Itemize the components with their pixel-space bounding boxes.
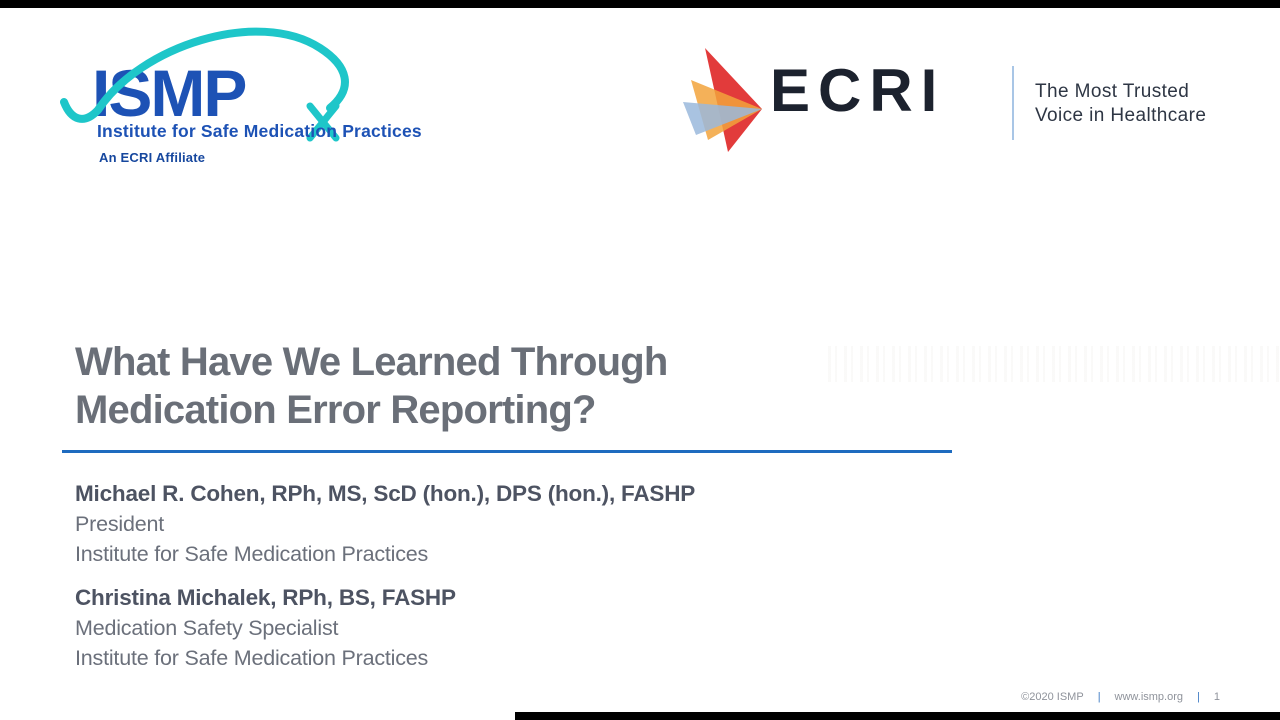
slide-footer: [1021, 691, 1220, 703]
letterbox-bar-top: [0, 0, 1280, 8]
speaker-organization: Institute for Safe Medication Practices: [75, 542, 429, 566]
speaker-name: Christina Michalek, RPh, BS, FASHP: [75, 585, 456, 610]
footer-url: www.ismp.org: [1114, 691, 1184, 703]
ismp-tagline: Institute for Safe Medication Practices: [97, 121, 422, 141]
ecri-divider: [1012, 66, 1014, 140]
ecri-logo: [678, 38, 1223, 158]
title-underline-rule: [62, 450, 952, 453]
ecri-tagline-line2: Voice in Healthcare: [1035, 105, 1207, 126]
ismp-affiliate-label: An ECRI Affiliate: [99, 150, 206, 165]
ecri-tagline: [1035, 80, 1206, 128]
slide-title-line1: What Have We Learned Through: [75, 340, 668, 384]
ismp-logo: [58, 20, 458, 170]
ecri-arrow-icon: [678, 40, 768, 155]
speaker-name: Michael R. Cohen, RPh, MS, ScD (hon.), DPS (hon.), FASHP: [75, 481, 696, 506]
slide-title: [75, 338, 975, 434]
ecri-wordmark-text: ECRI: [770, 57, 946, 124]
ismp-wordmark-text: ISMP: [92, 56, 246, 130]
footer-copyright: ©2020 ISMP: [1021, 691, 1084, 703]
footer-separator: |: [1097, 691, 1101, 703]
speaker-block-michael-cohen: [75, 479, 935, 569]
speaker-organization: Institute for Safe Medication Practices: [75, 646, 429, 670]
speaker-role: Medication Safety Specialist: [75, 616, 339, 640]
speaker-block-christina-michalek: [75, 583, 935, 673]
letterbox-bar-bottom: [515, 712, 1280, 720]
footer-page-number: 1: [1213, 691, 1220, 703]
footer-separator: |: [1197, 691, 1200, 703]
slide-title-line2: Medication Error Reporting?: [75, 388, 596, 432]
ecri-tagline-line1: The Most Trusted: [1035, 81, 1190, 102]
speaker-role: President: [75, 512, 165, 536]
